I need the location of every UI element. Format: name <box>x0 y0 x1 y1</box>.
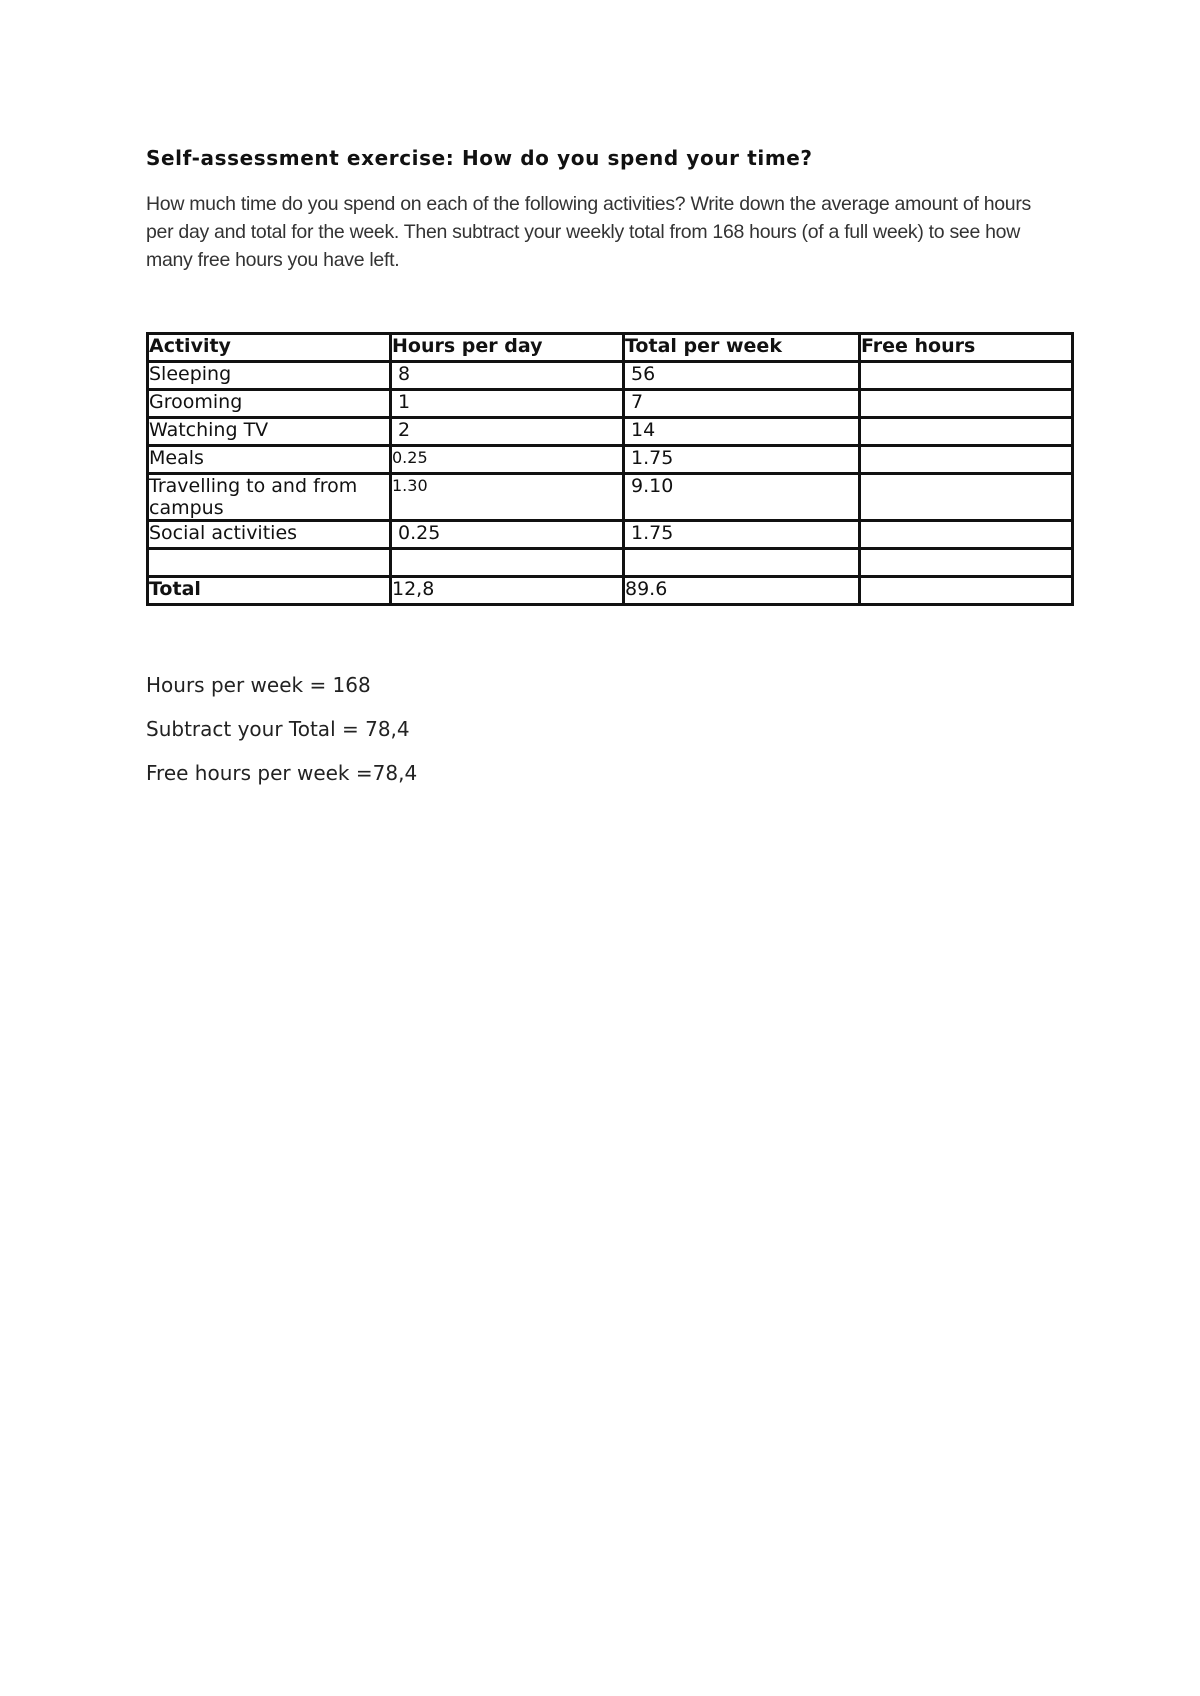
subtract-total-line: Subtract your Total = 78,4 <box>146 717 410 741</box>
cell-hours-per-day: 0.25 <box>391 446 624 474</box>
cell-free-hours <box>860 549 1073 577</box>
header-free-hours: Free hours <box>860 334 1073 362</box>
cell-activity: Travelling to and from campus <box>148 474 391 521</box>
hours-per-week-line: Hours per week = 168 <box>146 673 371 697</box>
table-row <box>148 390 1073 418</box>
cell-total-free-hours <box>860 577 1073 605</box>
cell-total-per-week <box>624 549 860 577</box>
cell-hours-per-day: 8 <box>391 362 624 390</box>
free-hours-line: Free hours per week =78,4 <box>146 761 418 785</box>
cell-free-hours <box>860 418 1073 446</box>
cell-hours-per-day: 0.25 <box>391 521 624 549</box>
cell-total-label: Total <box>148 577 391 605</box>
cell-activity <box>148 549 391 577</box>
document-title: Self-assessment exercise: How do you spend your time? <box>146 146 813 170</box>
cell-total-per-week: 9.10 <box>624 474 860 521</box>
cell-free-hours <box>860 474 1073 521</box>
table-row <box>148 446 1073 474</box>
cell-free-hours <box>860 362 1073 390</box>
header-hours-per-day: Hours per day <box>391 334 624 362</box>
cell-total-hours-per-day: 12,8 <box>391 577 624 605</box>
cell-hours-per-day: 2 <box>391 418 624 446</box>
cell-total-per-week: 1.75 <box>624 521 860 549</box>
header-activity: Activity <box>148 334 391 362</box>
cell-hours-per-day: 1.30 <box>391 474 624 521</box>
table-header-row <box>148 334 1073 362</box>
cell-free-hours <box>860 446 1073 474</box>
cell-total-per-week: 1.75 <box>624 446 860 474</box>
table-row <box>148 474 1073 521</box>
cell-activity: Grooming <box>148 390 391 418</box>
cell-free-hours <box>860 390 1073 418</box>
table-row <box>148 362 1073 390</box>
table-row <box>148 549 1073 577</box>
cell-activity: Meals <box>148 446 391 474</box>
cell-total-per-week: 56 <box>624 362 860 390</box>
cell-total-per-week: 89.6 <box>624 577 860 605</box>
cell-total-per-week: 7 <box>624 390 860 418</box>
cell-hours-per-day: 1 <box>391 390 624 418</box>
cell-activity: Social activities <box>148 521 391 549</box>
cell-activity: Sleeping <box>148 362 391 390</box>
cell-free-hours <box>860 521 1073 549</box>
table-row <box>148 521 1073 549</box>
cell-total-per-week: 14 <box>624 418 860 446</box>
cell-hours-per-day <box>391 549 624 577</box>
header-total-per-week: Total per week <box>624 334 860 362</box>
instructions-paragraph: How much time do you spend on each of the following activities? Write down the average amount of hours per day and total for the week. Then subtract your weekly total from 168 hours (of a full week) to see how many free hours you have left. <box>146 193 1031 271</box>
table-row <box>148 418 1073 446</box>
activity-table <box>146 332 1074 606</box>
cell-activity: Watching TV <box>148 418 391 446</box>
table-total-row <box>148 577 1073 605</box>
